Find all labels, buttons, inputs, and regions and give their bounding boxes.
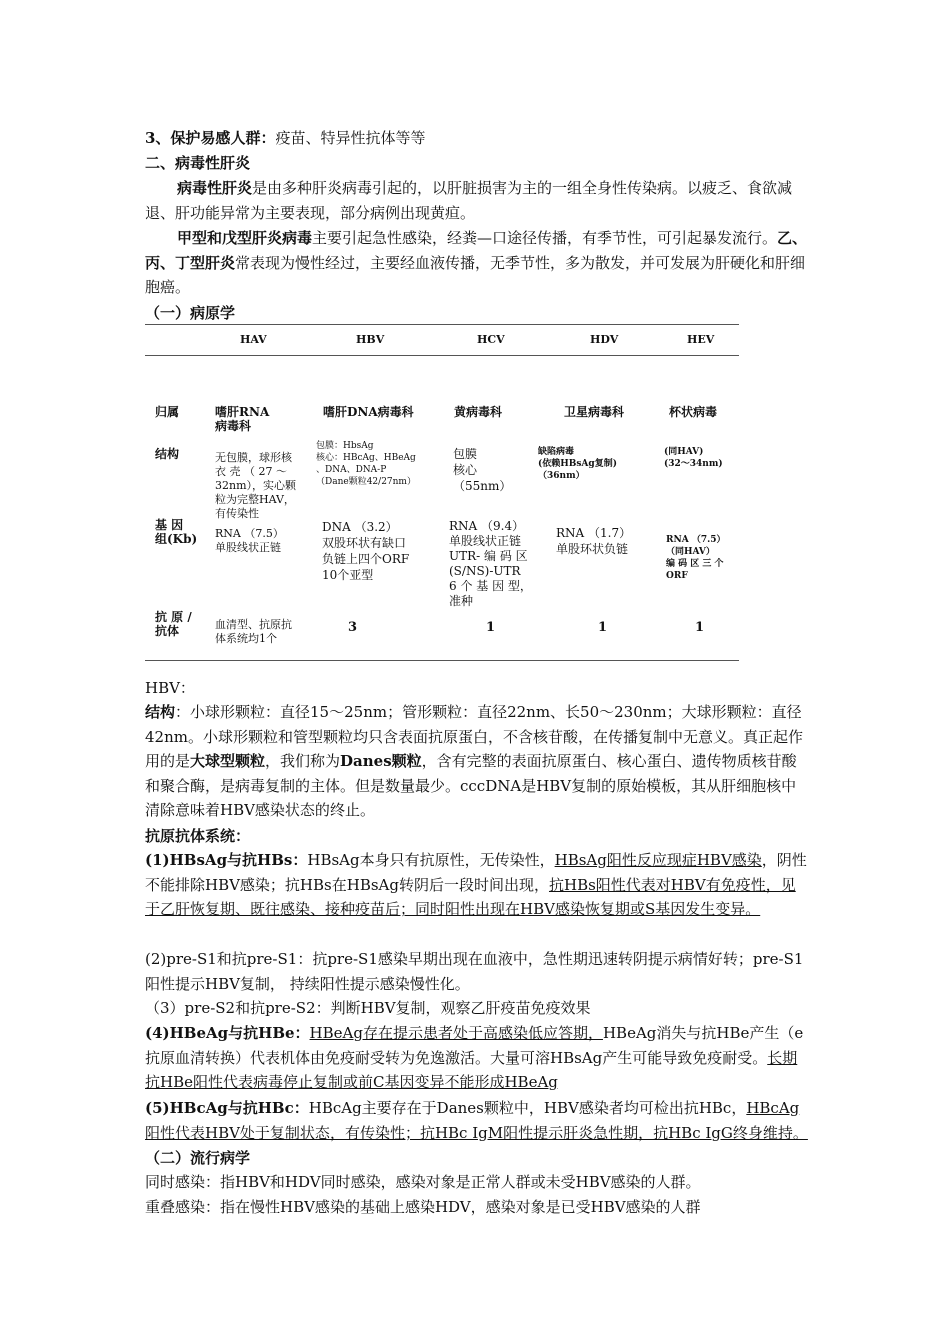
para-types [145,226,810,300]
hbeag-underline1: HBeAg存在提示患者处于高感染低应答期， [309,1024,603,1042]
protect-text: 疫苗、特异性抗体等等 [275,129,426,147]
cell-structure-hbv: 包膜：HbsAg 核心：HBcAg、HBeAg 、DNA、DNA-P （Dane颗粒42/27nm） [316,441,416,487]
row-label-genome: 基 因 组(Kb) [155,518,198,546]
protect-line [145,126,810,151]
hbv-structure-text1: ：小球形颗粒：直径15～25nm；管形颗粒：直径22nm、长50～230nm；大球形颗粒：直径42nm。小球形颗粒和管型颗粒均只含表面抗原蛋白，不含核苷酸，在传播复制中无意义。真正起作用的是 [145,703,803,770]
cell-structure-hcv: 包膜 核心 （55nm） [453,447,512,493]
row-label-antigen: 抗 原 / 抗体 [155,610,192,638]
hbv-structure-para [145,700,810,823]
cell-antigen-hav: 血清型、抗原抗 体系统均1个 [215,618,292,645]
hbv-structure-bold3: Danes颗粒 [340,752,422,770]
hbsag-para [145,848,810,922]
para-definition [145,176,810,225]
coinfection-line: 同时感染：指HBV和HDV同时感染，感染对象是正常人群或未受HBV感染的人群。 [145,1173,701,1191]
heading-epidemiology: （二）流行病学 [145,1149,251,1167]
cell-antigen-hev: 1 [695,620,705,635]
row-label-genus: 归属 [155,405,180,419]
col-header-hav: HAV [240,333,267,346]
table-top-rule [145,324,739,325]
hbcag-para [145,1096,810,1145]
para2-bold2: 乙、丙、丁型肝炎 [145,229,808,272]
table-header-rule [145,355,739,356]
hbv-structure-text2: ，我们称为 [265,752,341,770]
cell-genus-hdv: 卫星病毒科 [564,405,625,419]
cell-genome-hcv: RNA （9.4） 单股线状正链 UTR- 编 码 区 (S/NS)-UTR 6 个 基 因 型， 准种 [449,519,532,608]
hbeag-text1: HBeAg消失与抗HBe产生（e抗原血清转换）代表机体由免疫耐受转为免逸激活。大量可溶HBsAg产生可能导致免疫耐受。 [145,1024,804,1067]
para1-bold: 病毒性肝炎 [177,179,253,197]
antigen-antibody-title: 抗原抗体系统： [145,827,251,845]
pre-s1-para: (2)pre-S1和抗pre-S1：抗pre-S1感染早期出现在血液中，急性期迅速转阴提示病情好转；pre-S1阳性提示HBV复制， 持续阳性提示感染慢性化。 [145,950,804,993]
cell-genus-hcv: 黄病毒科 [454,405,503,419]
para2-bold1: 甲型和戊型肝炎病毒 [177,229,313,247]
cell-genus-hbv: 嗜肝DNA病毒科 [323,405,414,419]
para1-text: 是由多种肝炎病毒引起的，以肝脏损害为主的一组全身性传染病。以疲乏、食欲减退、肝功能异常为主要表现，部分病例出现黄疸。 [145,179,793,222]
protect-label: 3、保护易感人群： [145,129,276,147]
cell-genus-hev: 杯状病毒 [669,405,718,419]
para2-text2: 常表现为慢性经过，主要经血液传播，无季节性，多为散发，并可发展为肝硬化和肝细胞癌。 [145,253,806,296]
cell-antigen-hdv: 1 [598,620,608,635]
hbcag-underline1: HBcAg阳性代表HBV处于复制状态，有传染性；抗HBc IgM阳性提示肝炎急性期，抗HBc IgG终身维持。 [145,1099,808,1142]
cell-genome-hdv: RNA （1.7） 单股环状负链 [556,526,632,556]
cell-structure-hav: 无包膜，球形核 衣 壳 （ 27 ～ 32nm），实心颗 粒为完整HAV， 有传染性 [215,451,297,520]
cell-genome-hbv: DNA （3.2） 双股环状有缺口 负链上四个ORF 10个亚型 [322,520,410,582]
col-header-hev: HEV [687,333,715,346]
col-header-hcv: HCV [477,333,505,346]
hbv-structure-label: 结构 [145,703,176,721]
hbv-title: HBV： [145,679,195,697]
hbeag-label: (4)HBeAg与抗HBe： [145,1024,310,1042]
hbsag-underline1: HBsAg阳性反应现症HBV感染 [554,851,762,869]
hbsag-underline2: 抗HBs阳性代表对HBV有免疫性，见于乙肝恢复期、既往感染、接种疫苗后；同时阳性出现在HBV感染恢复期或S基因发生变异。 [145,875,796,918]
cell-structure-hdv: 缺陷病毒 (依赖HBsAg复制) （36nm） [538,447,617,481]
hbsag-text1: HBsAg本身只有抗原性，无传染性， [307,851,555,869]
cell-genome-hev: RNA （7.5） （同HAV） 编 码 区 三 个 ORF [666,535,726,581]
hbeag-underline2: 长期抗HBe阳性代表病毒停止复制或前C基因变异不能形成HBeAg [145,1048,798,1091]
hbcag-text1: HBcAg主要存在于Danes颗粒中，HBV感染者均可检出抗HBc， [308,1099,747,1117]
para2-text1: 主要引起急性感染，经粪—口途径传播，有季节性，可引起暴发流行。 [312,229,778,247]
row-label-structure: 结构 [155,447,180,461]
table-bottom-rule [145,660,739,661]
cell-genus-hav: 嗜肝RNA 病毒科 [215,405,270,433]
hbsag-text2: ，阴性不能排除HBV感染；抗HBs在HBsAg转阴后一段时间出现， [145,851,807,894]
cell-antigen-hcv: 1 [486,620,496,635]
hbsag-label: (1)HBsAg与抗HBs： [145,851,308,869]
cell-genome-hav: RNA （7.5） 单股线状正链 [215,527,284,554]
superinfection-line: 重叠感染：指在慢性HBV感染的基础上感染HDV，感染对象是已受HBV感染的人群 [145,1198,701,1216]
cell-antigen-hbv: 3 [348,620,358,635]
col-header-hdv: HDV [590,333,619,346]
heading-etiology: （一）病原学 [145,304,236,322]
hbv-structure-text3: ，含有完整的表面抗原蛋白、核心蛋白、遗传物质核苷酸和聚合酶，是病毒复制的主体。但是数量最少。cccDNA是HBV复制的原始模板，其从肝细胞核中清除意味着HBV感染状态的终止。 [145,752,797,819]
col-header-hbv: HBV [356,333,385,346]
cell-structure-hev: (同HAV) (32～34nm) [664,447,723,469]
hbeag-para [145,1021,810,1095]
hbv-structure-bold2: 大球型颗粒 [190,752,266,770]
hbcag-label: (5)HBcAg与抗HBc： [145,1099,309,1117]
pre-s2-para: （3）pre-S2和抗pre-S2：判断HBV复制，观察乙肝疫苗免疫效果 [145,999,591,1017]
heading-viral-hepatitis: 二、病毒性肝炎 [145,154,251,172]
